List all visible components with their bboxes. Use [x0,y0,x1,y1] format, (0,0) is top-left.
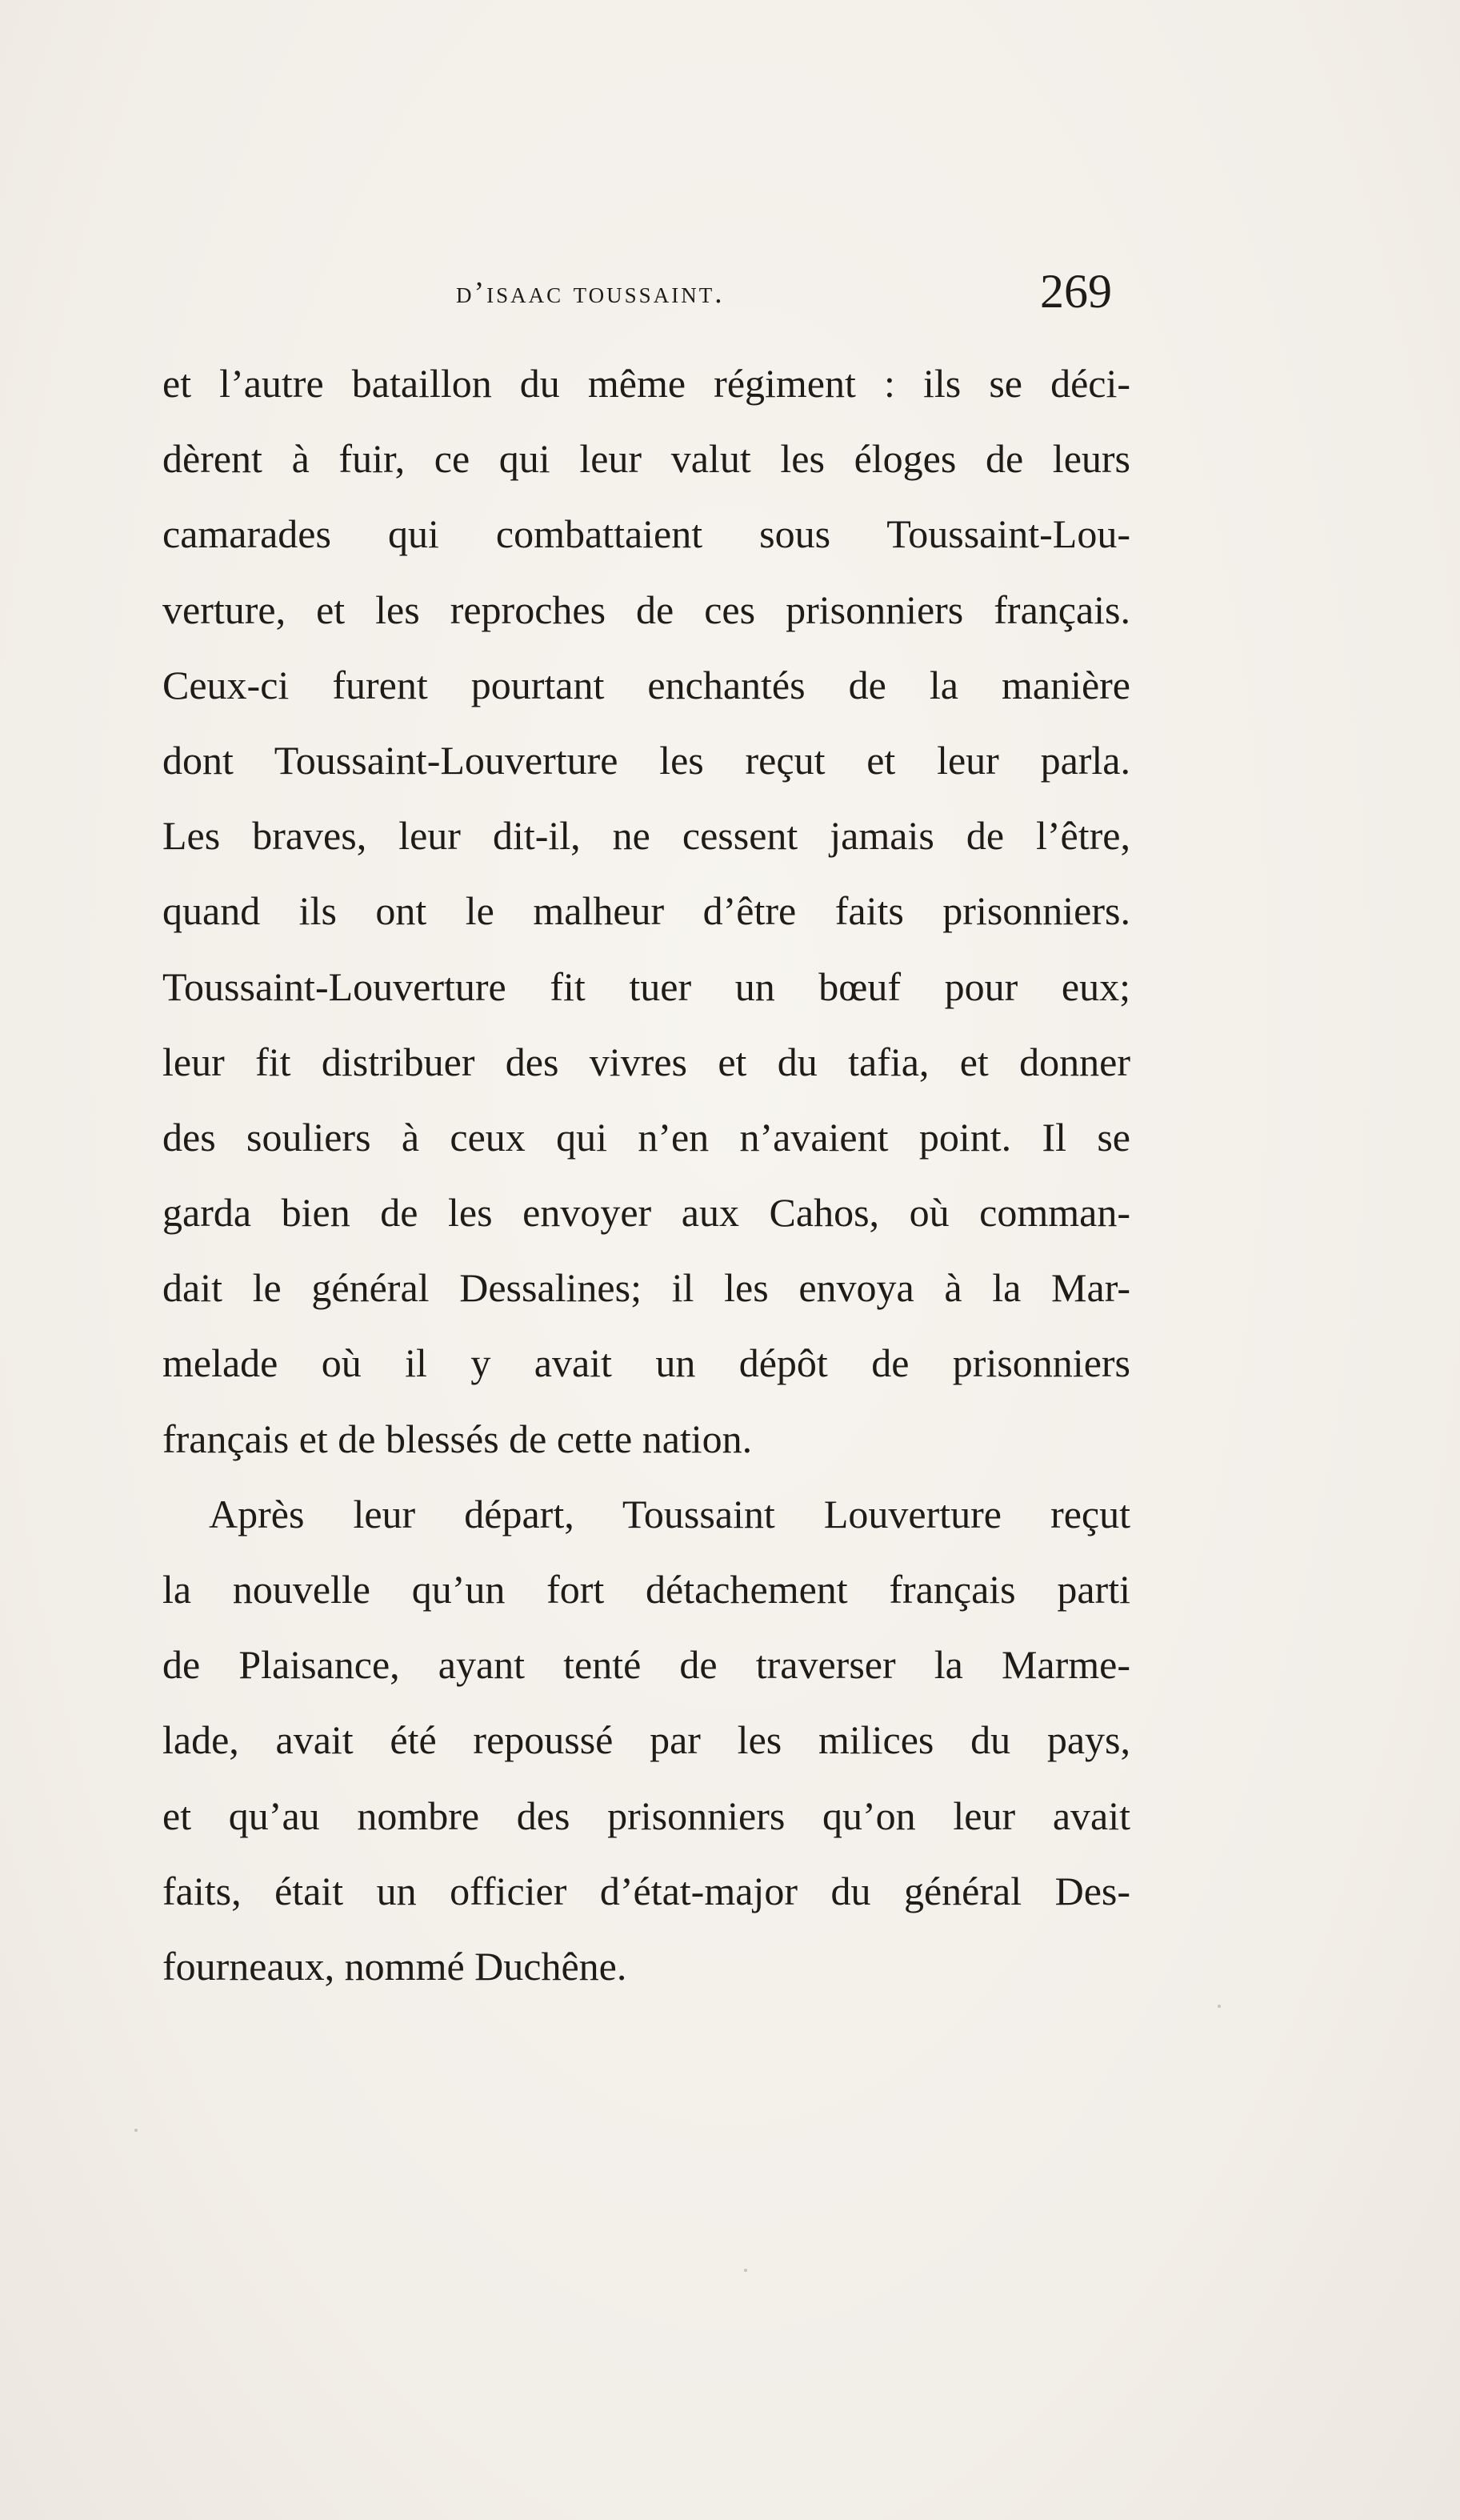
text-line: dèrent à fuir, ce qui leur valut les éloges de leurs [162,436,1130,482]
text-line: Toussaint-Louverture fit tuer un bœuf pour eux; [162,964,1130,1009]
text-line: Les braves, leur dit-il, ne cessent jamais de l’être, [162,813,1130,859]
body-text [162,346,1130,2004]
text-line: leur fit distribuer des vivres et du tafia, et donner [162,1039,1130,1084]
text-line: garda bien de les envoyer aux Cahos, où comman- [162,1190,1130,1236]
text-line: français et de blessés de cette nation. [162,1416,753,1461]
text-line: faits, était un officier d’état-major du général Des- [162,1868,1130,1913]
page-number: 269 [1040,265,1112,318]
paper-speck [744,2269,747,2272]
text-line: dont Toussaint-Louverture les reçut et leur parla. [162,737,1130,783]
paper-speck [134,2129,138,2132]
text-line: la nouvelle qu’un fort détachement français parti [162,1567,1130,1612]
text-line: de Plaisance, ayant tenté de traverser la Marme- [162,1642,1130,1688]
text-line: fourneaux, nommé Duchêne. [162,1943,627,1989]
text-line: quand ils ont le malheur d’être faits prisonniers. [162,888,1130,934]
text-line: des souliers à ceux qui n’en n’avaient point. Il se [162,1114,1130,1160]
text-line: et qu’au nombre des prisonniers qu’on leur avait [162,1793,1130,1838]
running-head: d’isaac toussaint. [456,276,725,310]
text-line: et l’autre bataillon du même régiment : ils se déci- [162,361,1130,406]
text-line: camarades qui combattaient sous Toussaint-Lou- [162,511,1130,557]
text-line: Après leur départ, Toussaint Louverture reçut [209,1491,1130,1536]
text-line: lade, avait été repoussé par les milices du pays, [162,1717,1130,1763]
text-line: Ceux-ci furent pourtant enchantés de la manière [162,662,1130,707]
text-line: dait le général Dessalines; il les envoya à la Mar- [162,1265,1130,1311]
text-line: verture, et les reproches de ces prisonniers français. [162,587,1130,632]
paper-speck [1218,2005,1221,2008]
page-header [0,264,1460,328]
text-line: melade où il y avait un dépôt de prisonniers [162,1340,1130,1386]
